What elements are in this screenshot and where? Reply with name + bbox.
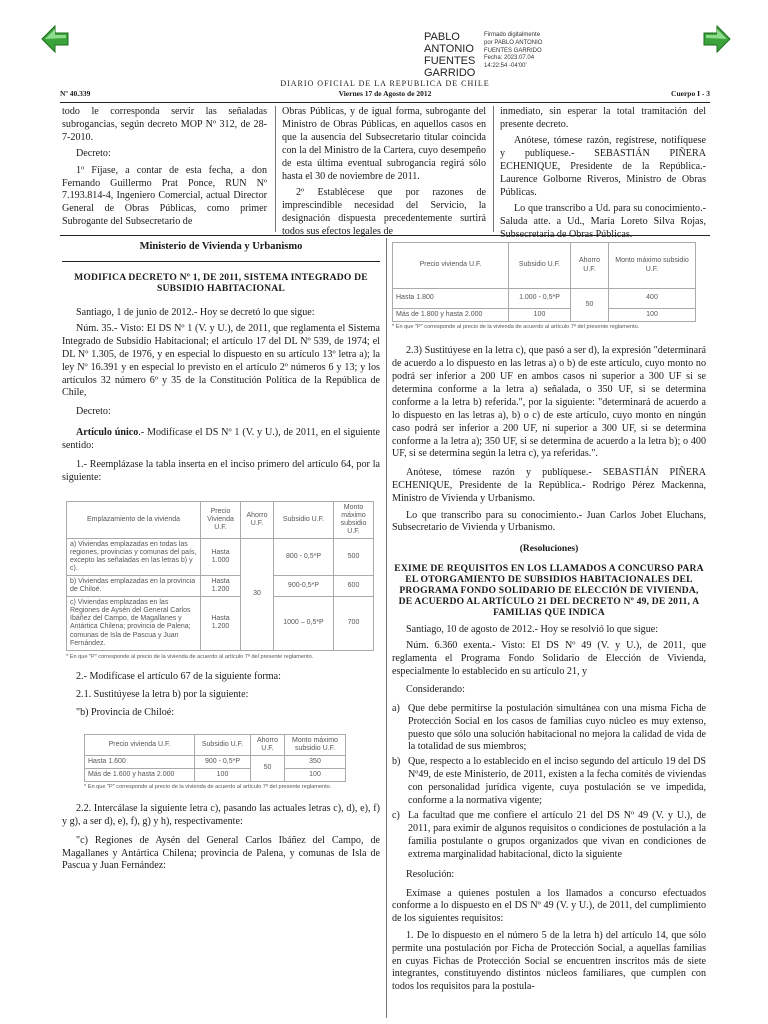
paragraph: 2º Establécese que por razones de imprescindible necesidad del Servicio, la designación dispuesta precedentemente surtirá todos sus efectos legales de	[282, 186, 486, 237]
table-row	[67, 576, 374, 597]
paragraph: "b) Provincia de Chiloé:	[76, 706, 175, 718]
table-cell: 900-0,5*P	[274, 576, 334, 597]
signature-info-line: 14:22:54 -04'00'	[484, 63, 527, 70]
top-column-1	[62, 106, 267, 233]
table-footnote: * En que "P" corresponde al precio de la vivienda de acuerdo al artículo 7º del presente reglamento.	[84, 783, 332, 790]
header-rule	[60, 102, 710, 103]
table-cell: 500	[334, 539, 374, 576]
table-cell: 600	[334, 576, 374, 597]
table-header-row	[67, 501, 374, 538]
subsidy-table-3	[392, 242, 696, 322]
table-row	[85, 768, 346, 781]
table-cell: Hasta 1.600	[85, 755, 195, 768]
paragraph: Lo que transcribo a Ud. para su conocimiento.- Saluda atte. a Ud., María Loreto Silva Rojas, Subsecretaria de Obras Públicas.	[500, 203, 706, 241]
table-cell: 50	[251, 755, 285, 781]
table-row	[85, 755, 346, 768]
table-header: Precio Vivienda U.F.	[201, 501, 241, 538]
page-header	[60, 0, 710, 110]
section-label: Cuerpo I - 3	[671, 89, 710, 98]
table-row	[393, 289, 696, 309]
paragraph: Núm. 35.- Visto: El DS Nº 1 (V. y U.), de 2011, que reglamenta el Sistema Integrado de Subsidio Habitacional; el artículo 17 del DL Nº 539, de 1974; el DL Nº 1.305, de 1976, y en especial lo dispuesto en su artículo 13º letra a); la ley Nº 16.391 y en especial lo previsto en el artículo 2º números 6 y 13; y los artículos 32 número 6º y 35 de la Constitución Política de la República de Chile,	[62, 322, 380, 399]
table-header: Precio vivienda U.F.	[393, 243, 509, 289]
paragraph: 1.- Reemplázase la tabla inserta en el inciso primero del artículo 64, por la siguiente:	[62, 459, 380, 483]
list-marker: b)	[392, 756, 401, 768]
signature-name-line: PABLO	[424, 31, 460, 43]
table-cell: b) Viviendas emplazadas en la provincia de Chiloé.	[67, 576, 201, 597]
signature-info-line: FUENTES GARRIDO	[484, 47, 542, 54]
table-header: Subsidio U.F.	[509, 243, 571, 289]
considerations-list	[392, 703, 706, 864]
table-cell: Hasta 1.200	[201, 576, 241, 597]
subsidy-table-2	[84, 734, 346, 782]
column-divider	[275, 106, 276, 232]
paragraph: inmediato, sin esperar la total tramitación del presente decreto.	[500, 106, 706, 130]
table-cell: a) Viviendas emplazadas en todas las regiones, provincias y comunas del país, excepto las señaladas en las letras b) y c).	[67, 539, 201, 576]
paragraph: 2.2. Intercálase la siguiente letra c), pasando las actuales letras c), d), e), f) y g), a ser d), e), f), g) y h), respectivamente:	[62, 802, 380, 827]
table-cell: Más de 1.600 y hasta 2.000	[85, 768, 195, 781]
paragraph: Santiago, 10 de agosto de 2012.- Hoy se resolvió lo que sigue:	[406, 623, 659, 635]
list-item	[392, 810, 706, 864]
paragraph: 2.- Modifícase el artículo 67 de la siguiente forma:	[76, 670, 281, 682]
table-cell: 100	[285, 768, 346, 781]
article-label: Artículo único	[76, 427, 139, 439]
paragraph: Obras Públicas, y de igual forma, subrogante del Ministro de Obras Públicas, en aquellos casos en que la ausencia del Subsecretario titular coincida con la del Ministro de la Cartera, cuyo desempeño de esta última eventual subrogancia regirá sólo hasta el 30 de noviembre de 2011.	[282, 106, 486, 182]
heading-rule	[62, 261, 380, 262]
list-item-text: Que debe permitirse la postulación simultánea con una misma Ficha de Protección Social en los casos de familias cuyo núcleo es muy extenso, puesto que sólo una solución habitacional no mejora la calidad de vida de la totalidad de sus miembros;	[408, 702, 706, 753]
table-header: Monto máximo subsidio U.F.	[285, 734, 346, 755]
list-marker: c)	[392, 809, 400, 821]
resolution-title: EXIME DE REQUISITOS EN LOS LLAMADOS A CONCURSO PARA EL OTORGAMIENTO DE SUBSIDIOS HABITACIONALES DEL PROGRAMA FONDO SOLIDARIO DE ELECCIÓN DE VIVIENDA, DE ACUERDO AL ARTÍCULO 21 DEL DECRETO Nº 49, DE 2011, A FAMILIAS QUE INDICA	[394, 562, 704, 618]
signature-name-line: FUENTES	[424, 55, 476, 67]
paragraph: Decreto:	[76, 148, 111, 160]
table-cell: 100	[195, 768, 251, 781]
table-row	[393, 309, 696, 322]
table-header-row	[85, 734, 346, 755]
table-cell: Más de 1.800 y hasta 2.000	[393, 309, 509, 322]
table-header: Ahorro U.F.	[241, 501, 274, 538]
resolutions-heading: (Resoluciones)	[519, 544, 579, 555]
signature-info-line: Fecha: 2023.07.04	[484, 55, 535, 62]
table-header: Subsidio U.F.	[195, 734, 251, 755]
table-header: Monto máximo subsidio U.F.	[609, 243, 696, 289]
signature-name-line: ANTONIO	[424, 43, 474, 55]
table-footnote: * En que "P" corresponde al precio de la vivienda de acuerdo al artículo 7º del presente reglamento.	[392, 324, 640, 331]
signature-info-line: por PABLO ANTONIO	[484, 39, 543, 46]
left-column	[62, 240, 380, 877]
paragraph: Considerando:	[406, 683, 465, 695]
paragraph: Anótese, tómese razón y publíquese.- SEBASTIÁN PIÑERA ECHENIQUE, Presidente de la República.- Rodrigo Pérez Mackenna, Ministro de Vivienda y Urbanismo.	[392, 467, 706, 505]
table-header: Emplazamiento de la vivienda	[67, 501, 201, 538]
decree-title: MODIFICA DECRETO Nº 1, DE 2011, SISTEMA INTEGRADO DE SUBSIDIO HABITACIONAL	[74, 272, 368, 295]
table-footnote: * En que "P" corresponde al precio de la vivienda de acuerdo al artículo 7º del presente reglamento.	[66, 653, 314, 660]
paragraph: Exímase a quienes postulen a los llamados a concurso efectuados conforme a lo dispuesto en el DS Nº 49 (V. y U.), de 2011, del cumplimiento de los siguientes requisitos:	[392, 887, 706, 925]
paragraph: todo le corresponda servir las señaladas subrogancias, según decreto MOP Nº 312, de 28-7-2010.	[62, 106, 267, 143]
table-cell: 350	[285, 755, 346, 768]
paragraph: Resolución:	[406, 868, 455, 880]
paragraph: Santiago, 1 de junio de 2012.- Hoy se decretó lo que sigue:	[76, 306, 315, 318]
signature-name-line: GARRIDO	[424, 67, 476, 79]
table-cell: 100	[509, 309, 571, 322]
list-item-text: La facultad que me confiere el artículo 21 del DS Nº 49 (V. y U.), de 2011, para eximir de algunos requisitos o condiciones de postulación a la familia postulante o grupos organizados que vivan en condiciones de extrema marginalidad habitacional, dicto la siguiente	[408, 809, 706, 860]
table-cell: 50	[571, 289, 609, 322]
list-item	[392, 703, 706, 757]
newspaper-title: DIARIO OFICIAL DE LA REPUBLICA DE CHILE	[280, 79, 490, 88]
paragraph: 2.1. Sustitúyese la letra b) por la siguiente:	[76, 688, 249, 700]
table-header: Ahorro U.F.	[251, 734, 285, 755]
table-cell: 400	[609, 289, 696, 309]
paragraph: "c) Regiones de Aysén del General Carlos Ibáñez del Campo, de Magallanes y Antártica Chilena; provincia de Palena, y comunas de Isla de Pascua y Juan Fernández:	[62, 834, 380, 872]
paragraph: Núm. 6.360 exenta.- Visto: El DS Nº 49 (V. y U.), de 2011, que reglamenta el Programa Fondo Solidario de Elección de Vivienda, especialmente lo establecido en su artículo 21, y	[392, 640, 706, 677]
signature-info-line: Firmado digitalmente	[484, 32, 541, 38]
article-text: .- Modifícase el DS Nº 1 (V. y U.), de 2011, en el siguiente sentido:	[62, 427, 381, 452]
table-cell: Hasta 1.200	[201, 597, 241, 650]
paragraph: Lo que transcribo para su conocimiento.- Juan Carlos Jobet Eluchans, Subsecretario de Vivienda y Urbanismo.	[392, 509, 706, 534]
table-cell: 800 - 0,5*P	[274, 539, 334, 576]
list-marker: a)	[392, 702, 400, 714]
table-cell: 1000 – 0,5*P	[274, 597, 334, 650]
table-header: Monto máximo subsidio U.F.	[334, 501, 374, 538]
issue-number: Nº 40.339	[60, 89, 91, 98]
table-cell: 900 - 0,5*P	[195, 755, 251, 768]
section-rule	[60, 235, 710, 236]
right-column	[392, 242, 706, 998]
issue-date: Viernes 17 de Agosto de 2012	[338, 89, 432, 98]
top-column-3	[500, 106, 706, 246]
table-cell: 100	[609, 309, 696, 322]
table-cell: c) Viviendas emplazadas en las Regiones de Aysén del General Carlos Ibáñez del Campo, de Magallanes y Antártica Chilena; provincia de Palena; comunas de Isla de Pascua y Juan Fernández.	[67, 597, 201, 650]
table-row	[67, 539, 374, 576]
table-cell: Hasta 1.000	[201, 539, 241, 576]
table-cell: 1.000 - 0,5*P	[509, 289, 571, 309]
ministry-heading: Ministerio de Vivienda y Urbanismo	[139, 241, 303, 252]
table-header: Ahorro U.F.	[571, 243, 609, 289]
top-column-2	[282, 106, 486, 242]
table-header: Precio vivienda U.F.	[85, 734, 195, 755]
paragraph: Decreto:	[76, 406, 111, 418]
list-item-text: Que, respecto a lo establecido en el inciso segundo del artículo 19 del DS Nº49, de este Ministerio, de 2011, existen a la fecha comités de viviendas con personalidad jurídica vigente, cuya postulación se ve impedida, conforme a la normativa vigente;	[408, 756, 706, 807]
paragraph: 2.3) Sustitúyese en la letra c), que pasó a ser d), la expresión "determinará de acuerdo a lo dispuesto en las letras a) o b) de este artículo, cuyo monto no podrá ser inferior a 200 UF en ambos casos ni superior a 300 UF si se determina conforme a la letra a) señalada, o 350 UF, si se determina conforme a la letra b) referida.", por la siguiente: "determinará de acuerdo a lo dispuesto en las letras a), b) o c) de este artículo, cuyo monto en ningún caso podrá ser inferior a 200 UF, ni superior a 300 UF, si se determina conforme a la letra a); 350 UF, si se determina de acuerdo a la letra b); o 400 UF, si se determina según la letra c), ya referidas.".	[392, 345, 706, 460]
table-header-row	[393, 243, 696, 289]
list-item	[392, 756, 706, 810]
paragraph: 1º Fíjase, a contar de esta fecha, a don Fernando Guillermo Prat Ponce, RUN Nº 7.193.814-4, Ingeniero Comercial, actual Director General de Obras Públicas, como primer Subrogante del Subsecretario de	[62, 164, 267, 228]
paragraph	[62, 427, 380, 453]
subsidy-table-1	[66, 501, 374, 651]
table-cell: 700	[334, 597, 374, 650]
table-cell: Hasta 1.800	[393, 289, 509, 309]
paragraph: Anótese, tómese razón, regístrese, notifíquese y publíquese.- SEBASTIÁN PIÑERA ECHENIQUE, Presidente de la República.- Laurence Golborne Riveros, Ministro de Obras Públicas.	[500, 135, 706, 198]
column-divider	[386, 238, 387, 1018]
table-cell: 30	[241, 539, 274, 651]
table-header: Subsidio U.F.	[274, 501, 334, 538]
table-row	[67, 597, 374, 650]
paragraph: 1. De lo dispuesto en el número 5 de la letra h) del artículo 14, que sólo permite una postulación por Ficha de Protección Social, a aquellas familias en cuyas Fichas de Protección Social se encuentren inscritos más de siete integrantes, constituyendo distintos núcleos familiares, que cumplen con todos los requisitos para la postula-	[392, 929, 706, 993]
column-divider	[493, 106, 494, 232]
